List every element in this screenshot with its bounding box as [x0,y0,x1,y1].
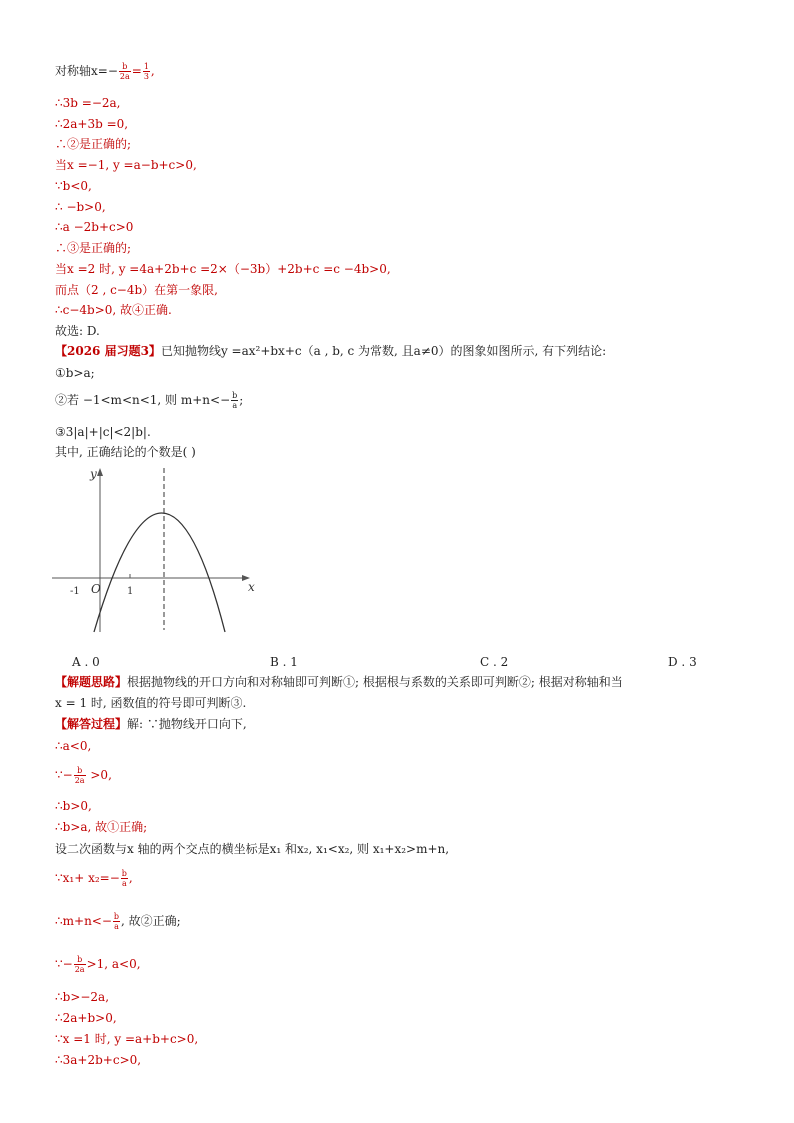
step-line: 设二次函数与x 轴的两个交点的横坐标是x₁ 和x₂, x₁<x₂, 则 x₁+x₂>m+n, [55,842,450,856]
step-line: 当x =2 时, y =4a+2b+c =2×（−3b）+2b+c =c −4b>0, [55,262,391,276]
process-tag: 【解答过程】 [55,717,128,731]
step-line: ∴2a+3b =0, [55,117,129,131]
option-d: D . 3 [668,655,697,669]
text-span: ∵− [55,768,73,782]
step-line: ∴a −2b+c>0 [55,220,134,234]
fraction-denominator: 3 [143,72,149,81]
step-line: ∵b<0, [55,179,92,193]
fraction-denominator: 2a [119,72,130,81]
fraction [121,869,128,888]
text-span: ∵x₁+ x₂=− [55,871,120,885]
step-line [55,869,133,888]
fraction [119,62,131,81]
symmetry-axis-line [55,62,155,81]
step-line: 当x =−1, y =a−b+c>0, [55,158,197,172]
step-line: ∴2a+b>0, [55,1011,117,1025]
step-line [55,766,112,785]
y-axis-label: y [90,467,97,481]
step-line: ∴b>−2a, [55,990,110,1004]
fraction [143,62,150,81]
fraction-denominator: a [114,922,119,931]
y-axis-arrow [97,468,103,476]
text-span: ∵− [55,957,73,971]
step-line: ∴3a+2b+c>0, [55,1053,142,1067]
fraction-numerator: b [232,391,238,400]
tick-label-1: 1 [127,586,134,597]
step-line: ∴a<0, [55,739,92,753]
fraction [74,955,86,974]
fraction-numerator: b [74,766,86,776]
fraction-denominator: a [121,879,127,888]
tick-label-neg1: -1 [70,586,80,597]
text-span: , 故②正确; [121,914,181,928]
parabola-curve [94,513,225,632]
question-stem [55,344,606,358]
conclusion-1: ①b>a; [55,366,95,380]
fraction-denominator: 2a [74,965,85,974]
step-line: ∴②是正确的; [55,137,132,151]
fraction-numerator: b [119,62,131,72]
text-span: , [150,64,155,78]
step-line: ∵x =1 时, y =a+b+c>0, [55,1032,199,1046]
conclusion-3: ③3|a|+|c|<2|b|. [55,425,151,439]
fraction [113,912,120,931]
fraction [74,766,86,785]
step-line: ∴b>a, 故①正确; [55,820,148,834]
step-line: ∴b>0, [55,799,92,813]
step-line: ∴③是正确的; [55,241,132,255]
solution-process [55,717,247,731]
fraction-numerator: b [121,869,127,878]
option-b: B . 1 [270,655,298,669]
text-span: ; [239,393,244,407]
fraction [231,391,238,410]
text-span: >0, [86,768,112,782]
solution-idea-cont: x = 1 时, 函数值的符号即可判断③. [55,696,247,710]
step-line: ∴c−4b>0, 故④正确. [55,303,172,317]
text-span: , [128,871,133,885]
option-c: C . 2 [480,655,509,669]
idea-text: 根据抛物线的开口方向和对称轴即可判断①; 根据根与系数的关系即可判断②; 根据对称轴和当 [127,675,623,689]
step-line: 而点（2 , c−4b）在第一象限, [55,283,218,297]
question-tag: 【2026 届习题3】 [55,344,161,358]
question-text: 已知抛物线y =ax²+bx+c（a , b, c 为常数, 且a≠0）的图象如图所示, 有下列结论: [160,344,607,358]
step-line: ∴ −b>0, [55,200,106,214]
step-line [55,912,181,931]
fraction-numerator: b [74,955,86,965]
text-span: >1, a<0, [86,957,141,971]
question-ask: 其中, 正确结论的个数是( ) [55,445,196,459]
origin-label: O [91,582,101,596]
fraction-denominator: a [232,401,238,410]
fraction-numerator: 1 [143,62,149,71]
answer-line: 故选: D. [55,324,100,338]
process-text: 解: ∵抛物线开口向下, [127,717,247,731]
step-line [55,955,141,974]
text-span: = [131,64,142,78]
step-line: ∴3b =−2a, [55,96,121,110]
option-a: A . 0 [72,655,100,669]
x-axis-label: x [248,580,255,594]
text-span: 对称轴x=− [55,64,118,78]
text-span: ∴m+n<− [55,914,112,928]
fraction-numerator: b [113,912,120,921]
fraction-denominator: 2a [74,776,85,785]
text-span: ②若 −1<m<n<1, 则 m+n<− [55,393,231,407]
idea-tag: 【解题思路】 [55,675,128,689]
solution-idea [55,675,623,689]
conclusion-2 [55,391,243,410]
parabola-graph [50,462,265,637]
